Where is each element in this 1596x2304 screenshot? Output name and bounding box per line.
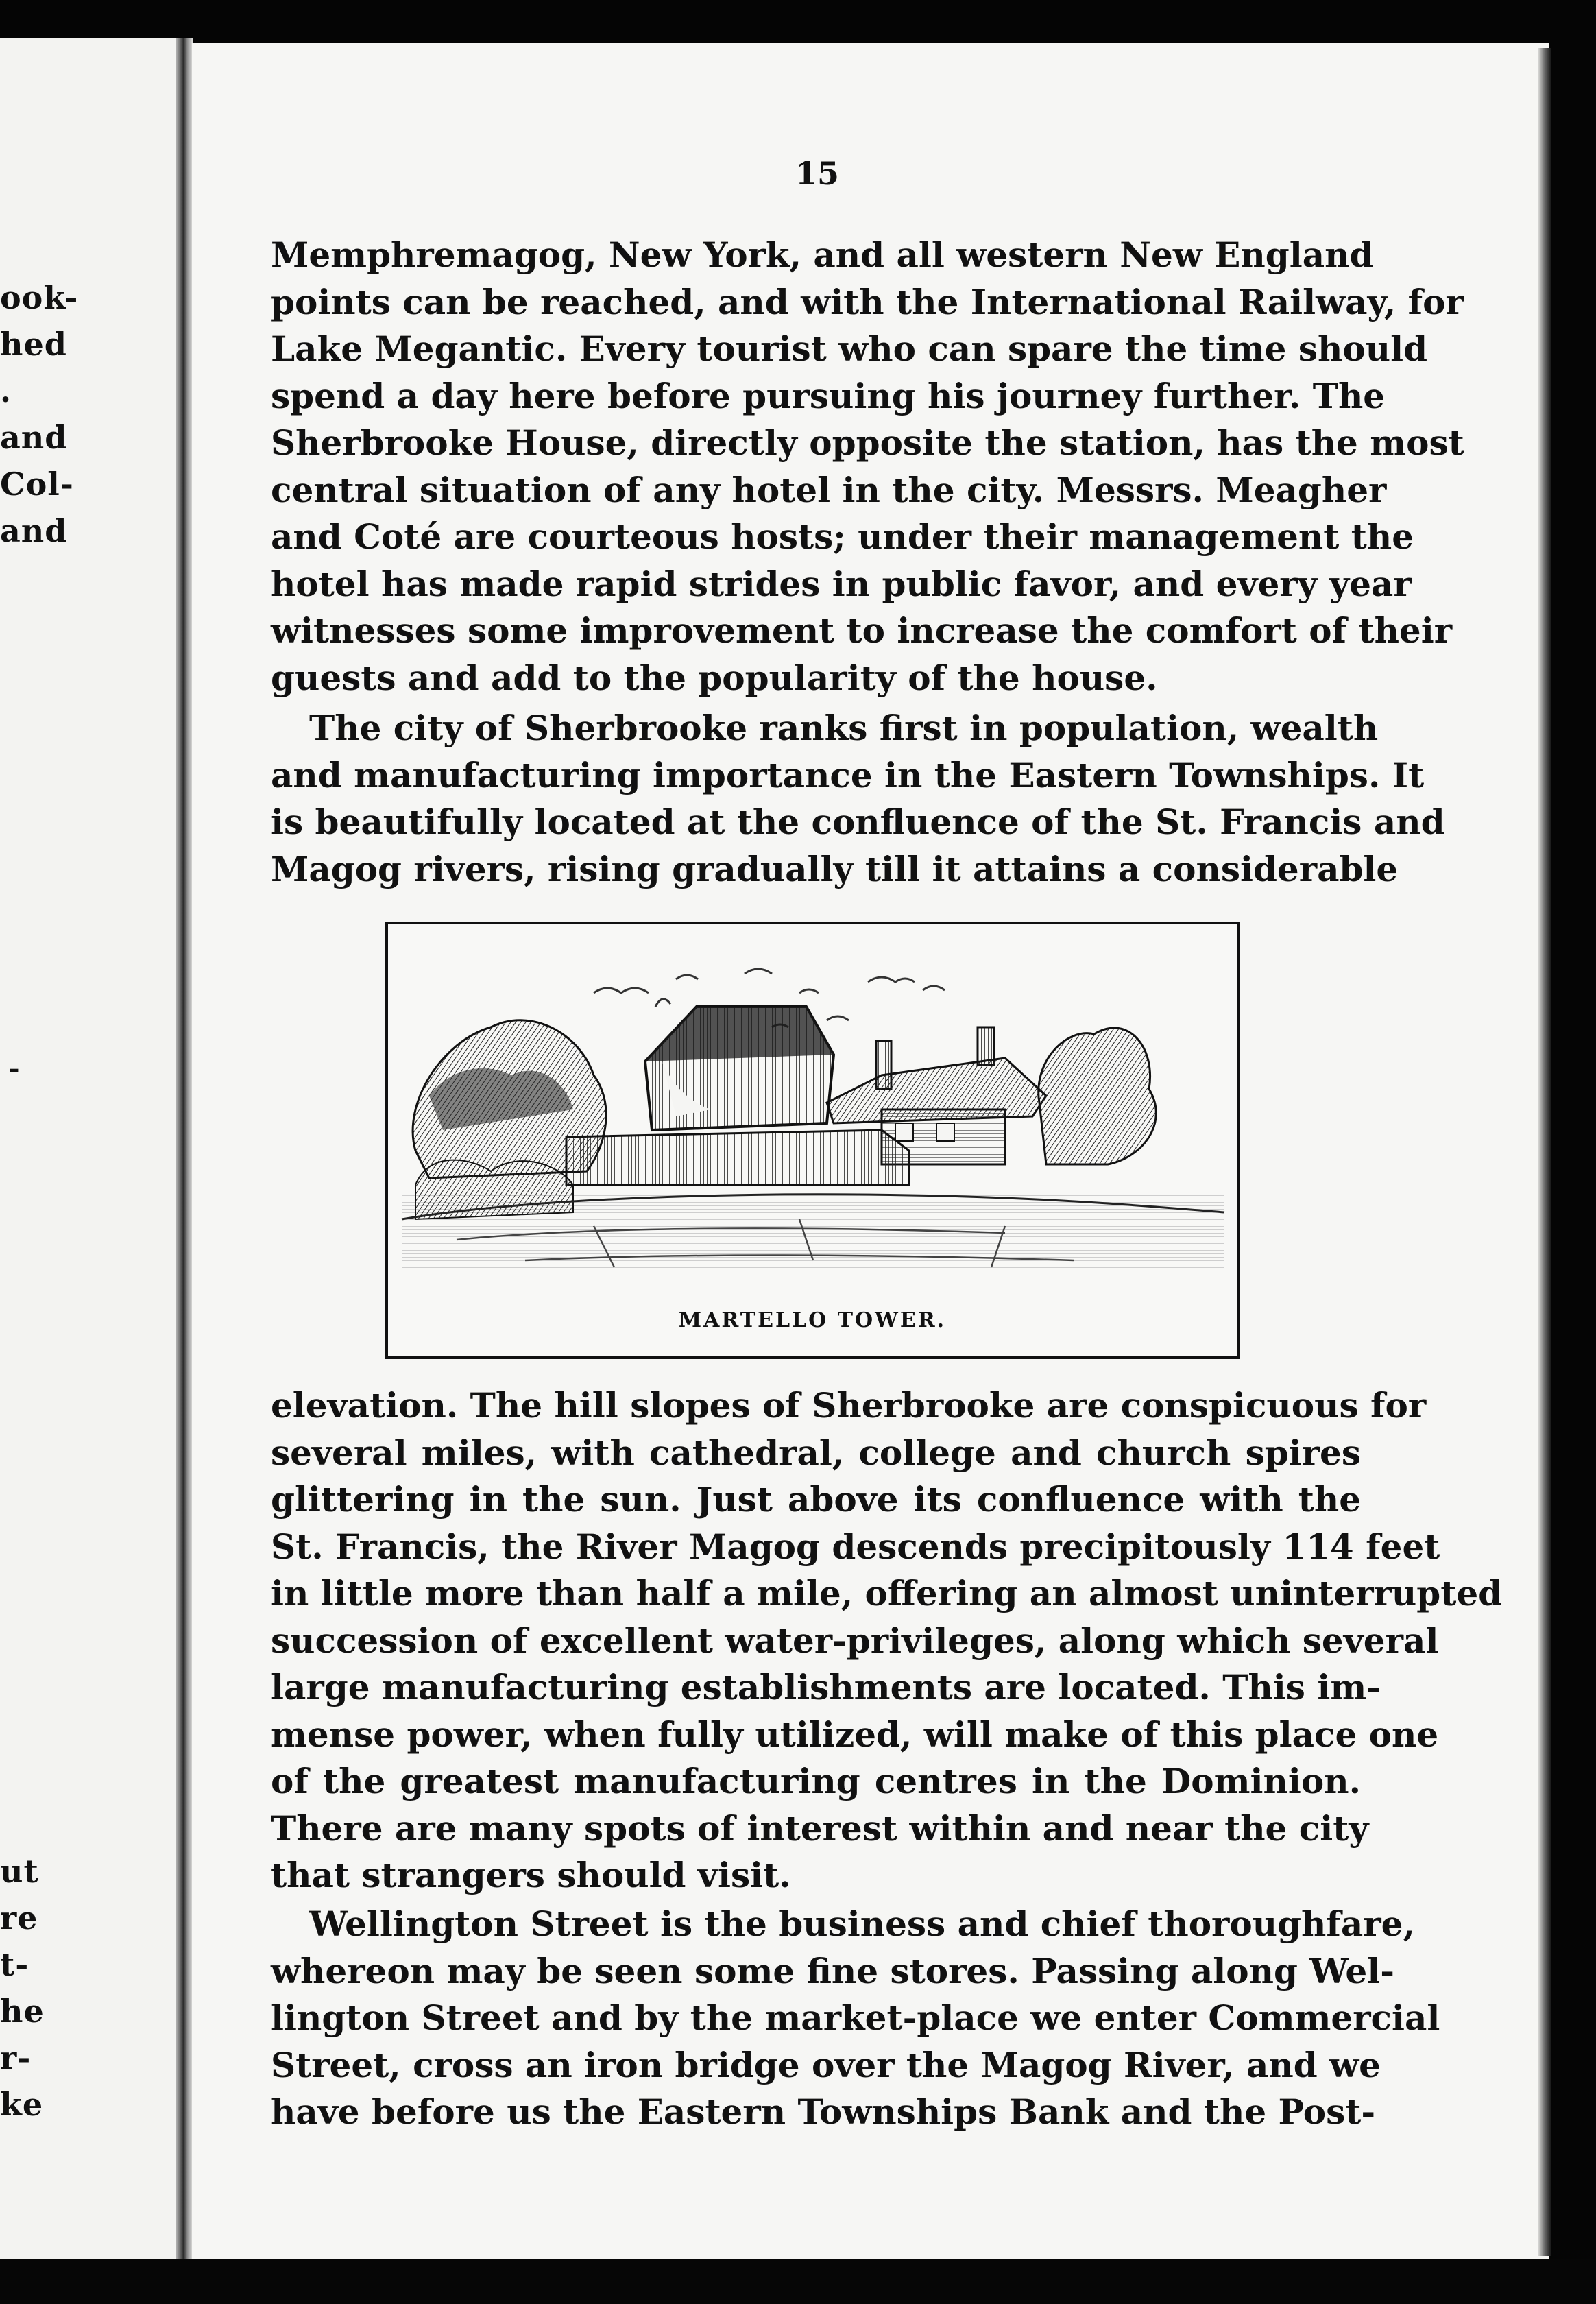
- left-page-dash: -: [8, 1053, 20, 1085]
- text-line-indented: [271, 1901, 1415, 1948]
- text-line: Lake Megantic. Every tourist who can spare the time should: [271, 328, 1428, 369]
- figure-caption: MARTELLO TOWER.: [678, 1308, 947, 1332]
- text-line: guests and add to the popularity of the house.: [271, 657, 1158, 698]
- text-line: central situation of any hotel in the city. Messrs. Meagher: [271, 469, 1387, 510]
- fragment-line: and: [0, 419, 68, 456]
- fragment-line: ut: [0, 1853, 39, 1890]
- text-line: whereon may be seen some fine stores. Passing along Wel-: [271, 1950, 1394, 1991]
- book-gutter: [176, 38, 193, 2263]
- text-line: and manufacturing importance in the Eastern Townships. It: [271, 754, 1425, 795]
- fragment-line: re: [0, 1899, 38, 1936]
- page-number: 15: [795, 155, 840, 192]
- scan-bottom-margin: [0, 2259, 1596, 2304]
- paragraph-4: [271, 1901, 1440, 2136]
- left-page-fragments-bottom: [0, 1848, 45, 2128]
- text-line: There are many spots of interest within and near the city: [271, 1808, 1369, 1849]
- page-edge: [1538, 48, 1551, 2256]
- fragment-line: ke: [0, 2086, 44, 2123]
- paragraph-1: [271, 232, 1464, 701]
- text-line: several miles, with cathedral, college and church spires: [271, 1432, 1361, 1473]
- paragraph-3: [271, 1382, 1503, 1899]
- fragment-line: hed: [0, 326, 67, 363]
- fragment-line: r-: [0, 2039, 32, 2076]
- text-line: have before us the Eastern Townships Bank and the Post-: [271, 2091, 1376, 2132]
- fragment-line: .: [0, 372, 12, 409]
- text-line: Sherbrooke House, directly opposite the station, has the most: [271, 422, 1464, 463]
- text-line: of the greatest manufacturing centres in the Dominion.: [271, 1761, 1361, 1801]
- text-line: spend a day here before pursuing his journey further. The: [271, 375, 1386, 416]
- text-line: that strangers should visit.: [271, 1855, 791, 1895]
- text-line: Magog rivers, rising gradually till it attains a considerable: [271, 848, 1399, 889]
- text-line: Wellington Street is the business and chief thoroughfare,: [309, 1904, 1415, 1944]
- text-line: and Coté are courteous hosts; under their management the: [271, 516, 1414, 557]
- text-line: in little more than half a mile, offering an almost uninterrupted: [271, 1573, 1503, 1613]
- fragment-line: t-: [0, 1946, 29, 1983]
- text-line: Memphremagog, New York, and all western New England: [271, 235, 1374, 275]
- fragment-line: and: [0, 512, 68, 549]
- text-line: glittering in the sun. Just above its confluence with the: [271, 1479, 1361, 1520]
- left-page-fragments-top: [0, 274, 78, 554]
- engraving-image: [388, 924, 1237, 1356]
- text-line: The city of Sherbrooke ranks first in population, wealth: [309, 708, 1379, 748]
- text-line: witnesses some improvement to increase the comfort of their: [271, 610, 1453, 651]
- martello-tower-illustration: [385, 922, 1240, 1359]
- text-line: Street, cross an iron bridge over the Magog River, and we: [271, 2044, 1381, 2085]
- left-page: [0, 38, 180, 2263]
- text-line: hotel has made rapid strides in public favor, and every year: [271, 563, 1412, 604]
- fragment-line: ook-: [0, 279, 79, 316]
- text-line: lington Street and by the market-place we enter Commercial: [271, 1997, 1440, 2038]
- text-line: elevation. The hill slopes of Sherbrooke are conspicuous for: [271, 1385, 1427, 1426]
- text-line: large manufacturing establishments are located. This im-: [271, 1667, 1381, 1707]
- text-line: mense power, when fully utilized, will make of this place one: [271, 1714, 1439, 1755]
- text-line-indented: [271, 705, 1379, 752]
- fragment-line: he: [0, 1993, 45, 2030]
- paragraph-2: [271, 705, 1445, 893]
- text-line: is beautifully located at the confluence of the St. Francis and: [271, 802, 1445, 842]
- text-line: points can be reached, and with the International Railway, for: [271, 281, 1464, 322]
- text-line: succession of excellent water-privileges, along which several: [271, 1620, 1439, 1661]
- fragment-line: Col-: [0, 466, 74, 503]
- text-line: St. Francis, the River Magog descends precipitously 114 feet: [271, 1526, 1440, 1567]
